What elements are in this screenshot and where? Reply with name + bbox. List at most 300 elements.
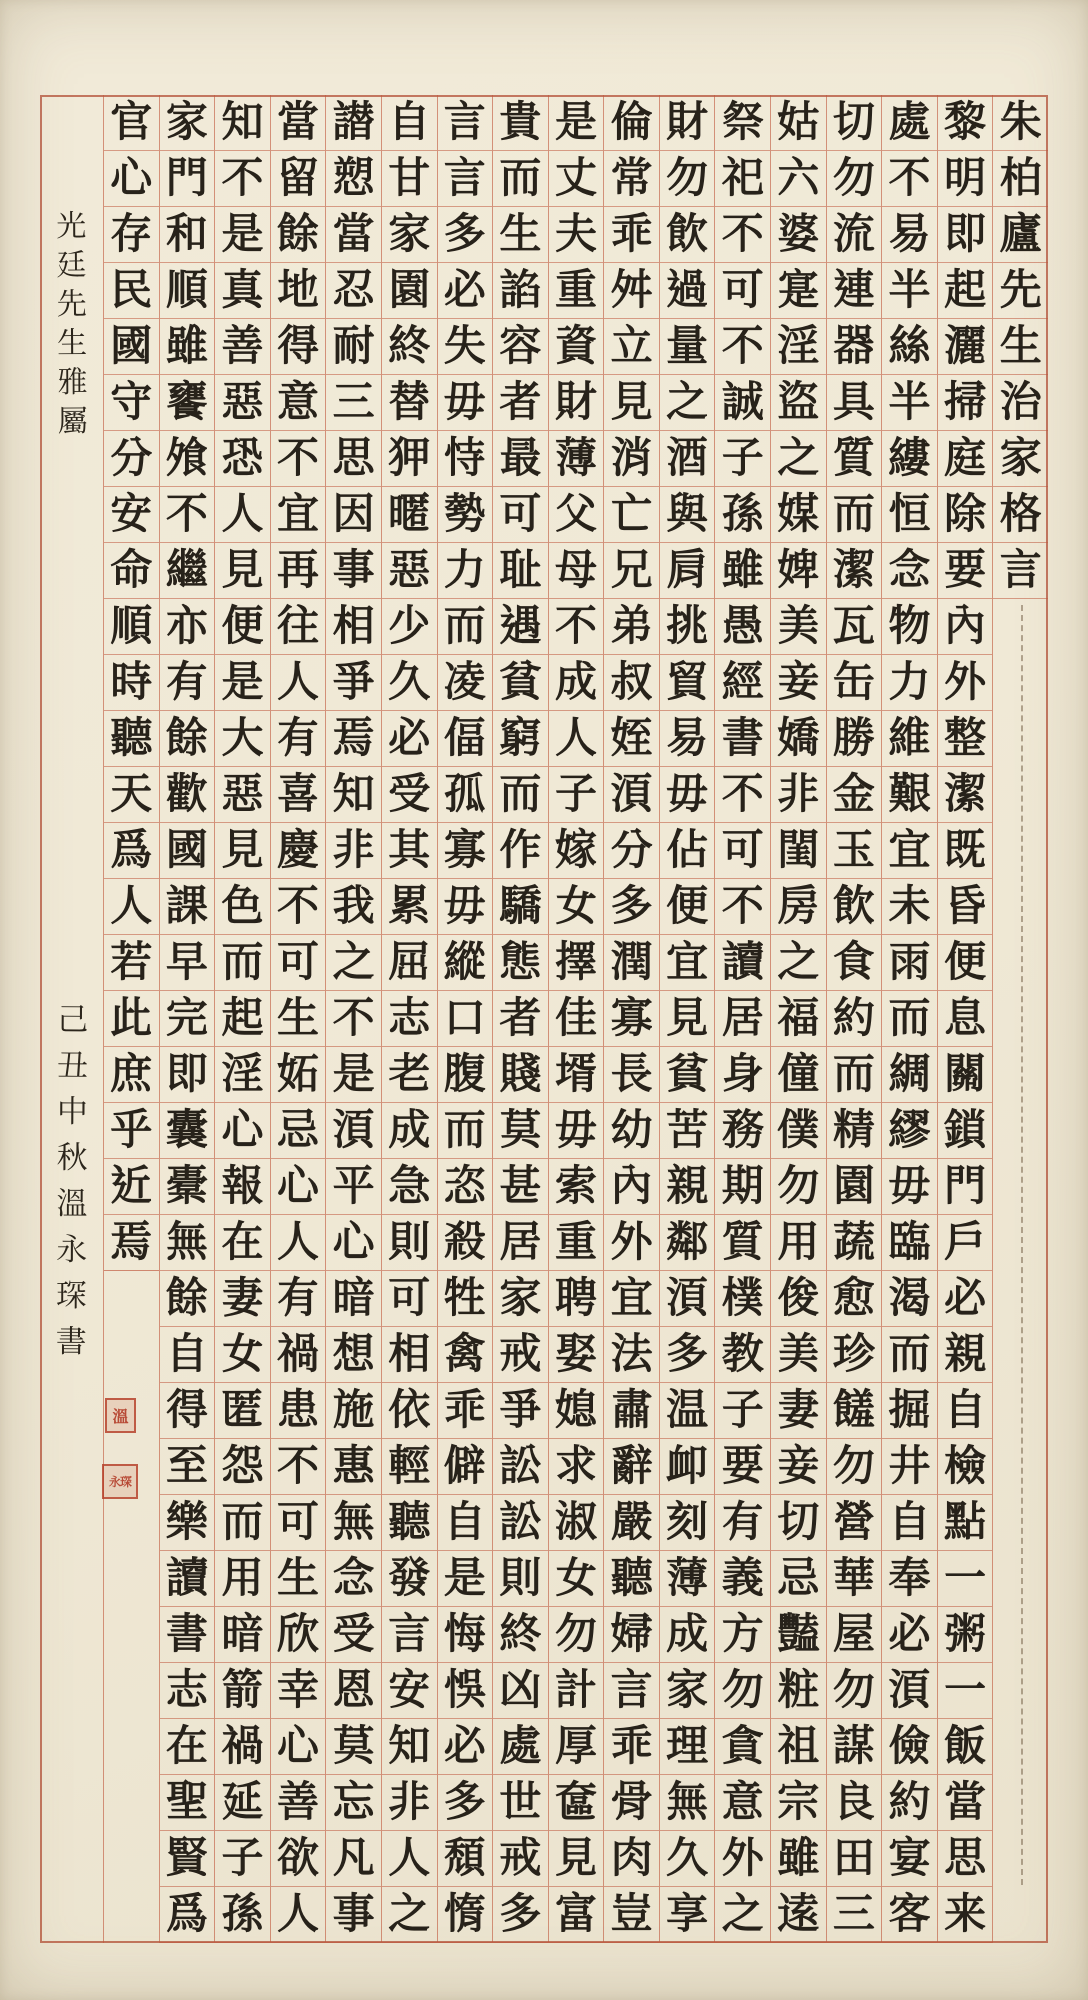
grid-cell: [382, 1719, 437, 1775]
grid-cell: [827, 207, 882, 263]
calligraphy-character: 夫: [554, 208, 597, 258]
calligraphy-character: 其: [388, 824, 431, 874]
calligraphy-character: 珍: [832, 1328, 875, 1378]
grid-cell: [271, 487, 326, 543]
calligraphy-character: 擇: [554, 936, 597, 986]
grid-cell: [438, 711, 493, 767]
calligraphy-character: 終: [499, 1608, 542, 1658]
grid-cell: [104, 543, 159, 599]
grid-cell: [215, 1327, 270, 1383]
calligraphy-character: 寡: [610, 992, 653, 1042]
calligraphy-character: 宜: [610, 1272, 653, 1322]
inscription-character: 己: [57, 1001, 89, 1039]
calligraphy-character: 約: [832, 992, 875, 1042]
calligraphy-character: 地: [277, 264, 320, 314]
grid-cell: [160, 1607, 215, 1663]
calligraphy-character: 知: [221, 96, 264, 146]
calligraphy-character: 意: [721, 1776, 764, 1826]
grid-cell: [938, 1047, 993, 1103]
calligraphy-character: 忍: [332, 264, 375, 314]
calligraphy-character: 替: [388, 376, 431, 426]
grid-cell: [604, 1383, 659, 1439]
grid-cell: [382, 655, 437, 711]
calligraphy-character: 艱: [888, 768, 931, 818]
grid-cell: [882, 1719, 937, 1775]
grid-cell: [160, 263, 215, 319]
calligraphy-character: 盜: [777, 376, 820, 426]
calligraphy-character: 是: [554, 96, 597, 146]
calligraphy-character: 鎖: [944, 1104, 987, 1154]
calligraphy-character: 當: [332, 208, 375, 258]
grid-cell: [771, 543, 826, 599]
grid-cell: [493, 375, 548, 431]
calligraphy-character: 繆: [888, 1104, 931, 1154]
body-column-13: [270, 95, 326, 1943]
calligraphy-character: 有: [277, 1272, 320, 1322]
grid-cell: [604, 599, 659, 655]
calligraphy-character: 心: [332, 1216, 375, 1266]
calligraphy-character: 淫: [221, 1048, 264, 1098]
grid-cell: [326, 1103, 381, 1159]
grid-cell: [160, 935, 215, 991]
calligraphy-character: 事: [332, 1888, 375, 1938]
grid-cell: [715, 1607, 770, 1663]
calligraphy-character: 飲: [832, 880, 875, 930]
grid-cell: [160, 1775, 215, 1831]
inscription-character: 中: [56, 1093, 88, 1131]
grid-cell: [438, 935, 493, 991]
calligraphy-character: 爭: [332, 656, 375, 706]
grid-cell: [604, 1159, 659, 1215]
calligraphy-character: 雖: [721, 544, 764, 594]
grid-cell: [771, 1495, 826, 1551]
calligraphy-character: 寡: [443, 824, 486, 874]
calligraphy-character: 外: [610, 1216, 653, 1266]
calligraphy-character: 美: [777, 600, 820, 650]
grid-cell: [938, 1271, 993, 1327]
calligraphy-character: 理: [666, 1720, 709, 1770]
grid-cell: [549, 1103, 604, 1159]
grid-cell: [827, 1831, 882, 1887]
calligraphy-character: 失: [443, 320, 486, 370]
calligraphy-character: 妾: [777, 1440, 820, 1490]
grid-cell: [604, 1887, 659, 1943]
grid-cell: [660, 319, 715, 375]
calligraphy-character: 恃: [443, 432, 486, 482]
calligraphy-character: 乖: [610, 1720, 653, 1770]
calligraphy-character: 肩: [666, 544, 709, 594]
calligraphy-character: 想: [332, 1328, 375, 1378]
calligraphy-character: 惡: [221, 768, 264, 818]
body-column-10: [437, 95, 493, 1943]
calligraphy-character: 便: [666, 880, 709, 930]
grid-cell: [771, 711, 826, 767]
calligraphy-character: 之: [777, 936, 820, 986]
calligraphy-character: 求: [554, 1440, 597, 1490]
calligraphy-character: 孫: [221, 1888, 264, 1938]
calligraphy-character: 廬: [999, 208, 1042, 258]
calligraphy-character: 豈: [610, 1888, 653, 1938]
grid-cell: [938, 655, 993, 711]
calligraphy-character: 柏: [999, 152, 1042, 202]
calligraphy-character: 狎: [388, 432, 431, 482]
body-column-15: [159, 95, 215, 1943]
calligraphy-character: 有: [721, 1496, 764, 1546]
grid-cell: [827, 1439, 882, 1495]
calligraphy-character: 過: [666, 264, 709, 314]
grid-cell: [326, 823, 381, 879]
grid-cell: [771, 1831, 826, 1887]
calligraphy-character: 多: [499, 1888, 542, 1938]
calligraphy-character: 焉: [110, 1216, 153, 1266]
grid-cell: [326, 319, 381, 375]
calligraphy-character: 天: [110, 768, 153, 818]
calligraphy-character: 內: [944, 600, 987, 650]
grid-cell: [827, 1719, 882, 1775]
calligraphy-character: 綢: [888, 1048, 931, 1098]
calligraphy-character: 思: [332, 432, 375, 482]
artist-seal-2: 永琛: [102, 1464, 138, 1499]
calligraphy-character: 身: [721, 1048, 764, 1098]
grid-cell: [382, 991, 437, 1047]
calligraphy-character: 勿: [832, 152, 875, 202]
calligraphy-character: 安: [110, 488, 153, 538]
calligraphy-character: 潔: [944, 768, 987, 818]
calligraphy-character: 爭: [499, 1384, 542, 1434]
grid-cell: [271, 823, 326, 879]
grid-cell: [549, 1215, 604, 1271]
calligraphy-character: 黎: [944, 96, 987, 146]
grid-cell: [604, 319, 659, 375]
calligraphy-character: 刻: [666, 1496, 709, 1546]
calligraphy-character: 鄰: [666, 1216, 709, 1266]
grid-cell: [660, 1271, 715, 1327]
calligraphy-character: 母: [554, 544, 597, 594]
calligraphy-character: 無: [165, 1216, 208, 1266]
grid-cell: [938, 1327, 993, 1383]
calligraphy-character: 毋: [443, 376, 486, 426]
grid-cell: [160, 711, 215, 767]
calligraphy-character: 有: [277, 712, 320, 762]
calligraphy-character: 美: [777, 1328, 820, 1378]
grid-cell: [882, 1831, 937, 1887]
calligraphy-character: 忘: [332, 1776, 375, 1826]
calligraphy-character: 箭: [221, 1664, 264, 1714]
calligraphy-character: 湏: [666, 1272, 709, 1322]
calligraphy-character: 心: [110, 152, 153, 202]
grid-cell: [271, 1719, 326, 1775]
calligraphy-character: 六: [777, 152, 820, 202]
grid-cell: [715, 1775, 770, 1831]
grid-cell: [438, 263, 493, 319]
grid-cell: [715, 95, 770, 151]
calligraphy-character: 質: [721, 1216, 764, 1266]
grid-cell: [715, 1495, 770, 1551]
calligraphy-character: 息: [944, 992, 987, 1042]
calligraphy-character: 資: [554, 320, 597, 370]
calligraphy-character: 雖: [165, 320, 208, 370]
grid-cell: [215, 1887, 270, 1943]
grid-cell: [827, 655, 882, 711]
grid-cell: [660, 151, 715, 207]
calligraphy-character: 女: [554, 1552, 597, 1602]
grid-cell: [215, 1103, 270, 1159]
grid-cell: [827, 767, 882, 823]
grid-cell: [549, 1047, 604, 1103]
calligraphy-character: 華: [832, 1552, 875, 1602]
calligraphy-character: 當: [944, 1776, 987, 1826]
grid-cell: [493, 823, 548, 879]
calligraphy-character: 臨: [888, 1216, 931, 1266]
grid-cell: [438, 1047, 493, 1103]
grid-cell: [660, 1383, 715, 1439]
calligraphy-character: 貧: [499, 656, 542, 706]
calligraphy-character: 悞: [443, 1664, 486, 1714]
calligraphy-character: 自: [888, 1496, 931, 1546]
grid-cell: [771, 1719, 826, 1775]
grid-cell: [882, 1383, 937, 1439]
grid-cell: [993, 151, 1048, 207]
grid-cell: [771, 1887, 826, 1943]
calligraphy-character: 而: [888, 992, 931, 1042]
calligraphy-character: 骨: [610, 1776, 653, 1826]
grid-cell: [438, 655, 493, 711]
grid-cell: [604, 991, 659, 1047]
calligraphy-character: 勿: [777, 1160, 820, 1210]
grid-cell: [438, 1551, 493, 1607]
calligraphy-character: 書: [721, 712, 764, 762]
calligraphy-character: 最: [499, 432, 542, 482]
grid-cell: [604, 1215, 659, 1271]
calligraphy-character: 義: [721, 1552, 764, 1602]
grid-cell: [382, 1495, 437, 1551]
calligraphy-character: 檢: [944, 1440, 987, 1490]
grid-cell: [827, 263, 882, 319]
calligraphy-character: 和: [165, 208, 208, 258]
calligraphy-character: 非: [332, 824, 375, 874]
calligraphy-character: 受: [332, 1608, 375, 1658]
calligraphy-character: 肉: [610, 1832, 653, 1882]
calligraphy-character: 而: [221, 1496, 264, 1546]
grid-cell: [493, 1663, 548, 1719]
grid-cell: [993, 319, 1048, 375]
calligraphy-character: 禽: [443, 1328, 486, 1378]
body-column-16: [103, 95, 159, 1943]
calligraphy-character: 子: [221, 1832, 264, 1882]
calligraphy-character: 金: [832, 768, 875, 818]
grid-cell: [604, 1663, 659, 1719]
calligraphy-character: 儉: [888, 1720, 931, 1770]
grid-cell: [493, 711, 548, 767]
calligraphy-character: 腹: [443, 1048, 486, 1098]
calligraphy-character: 則: [388, 1216, 431, 1266]
calligraphy-character: 愚: [721, 600, 764, 650]
grid-cell: [549, 1159, 604, 1215]
calligraphy-character: 窮: [499, 712, 542, 762]
grid-cell: [549, 431, 604, 487]
grid-cell: [271, 431, 326, 487]
calligraphy-character: 妻: [777, 1384, 820, 1434]
grid-cell: [215, 1495, 270, 1551]
grid-cell: [160, 1663, 215, 1719]
grid-cell: [382, 823, 437, 879]
grid-cell: [993, 263, 1048, 319]
calligraphy-character: 居: [499, 1216, 542, 1266]
calligraphy-character: 園: [832, 1160, 875, 1210]
grid-cell: [771, 1551, 826, 1607]
grid-cell: [882, 1047, 937, 1103]
grid-cell: [326, 375, 381, 431]
grid-cell: [382, 1383, 437, 1439]
grid-cell: [382, 543, 437, 599]
calligraphy-character: 法: [610, 1328, 653, 1378]
grid-cell: [160, 599, 215, 655]
calligraphy-character: 見: [666, 992, 709, 1042]
grid-cell: [382, 1831, 437, 1887]
calligraphy-character: 既: [944, 824, 987, 874]
calligraphy-character: 一: [944, 1552, 987, 1602]
calligraphy-character: 庭: [944, 432, 987, 482]
calligraphy-character: 耐: [332, 320, 375, 370]
grid-cell: [715, 543, 770, 599]
grid-cell: [827, 543, 882, 599]
grid-cell: [326, 1383, 381, 1439]
calligraphy-character: 餘: [165, 712, 208, 762]
calligraphy-character: 外: [944, 656, 987, 706]
grid-cell: [271, 935, 326, 991]
grid-cell: [215, 1383, 270, 1439]
body-column-5: [714, 95, 770, 1943]
grid-cell: [938, 151, 993, 207]
calligraphy-character: 即: [944, 208, 987, 258]
calligraphy-character: 朱: [999, 96, 1042, 146]
grid-cell: [660, 1775, 715, 1831]
grid-cell: [215, 767, 270, 823]
grid-cell: [827, 1887, 882, 1943]
calligraphy-character: 順: [110, 600, 153, 650]
grid-cell: [938, 263, 993, 319]
grid-cell: [660, 543, 715, 599]
grid-cell: [882, 1103, 937, 1159]
grid-cell: [104, 1047, 159, 1103]
calligraphy-character: 凌: [443, 656, 486, 706]
inscription-character: 先: [56, 286, 87, 323]
calligraphy-character: 幼: [610, 1104, 653, 1154]
calligraphy-character: 貿: [666, 656, 709, 706]
calligraphy-character: 人: [221, 488, 264, 538]
grid-cell: [326, 1495, 381, 1551]
calligraphy-character: 宜: [666, 936, 709, 986]
calligraphy-character: 祀: [721, 152, 764, 202]
calligraphy-character: 訟: [499, 1496, 542, 1546]
calligraphy-character: 用: [777, 1216, 820, 1266]
calligraphy-character: 灑: [944, 320, 987, 370]
calligraphy-character: 而: [443, 1104, 486, 1154]
grid-cell: [604, 1831, 659, 1887]
grid-cell: [215, 1831, 270, 1887]
calligraphy-character: 乎: [110, 1104, 153, 1154]
grid-cell: [160, 95, 215, 151]
grid-cell: [771, 1607, 826, 1663]
grid-cell: [771, 95, 826, 151]
grid-cell: [827, 1551, 882, 1607]
calligraphy-character: 方: [721, 1608, 764, 1658]
grid-cell: [715, 655, 770, 711]
grid-cell: [938, 487, 993, 543]
grid-cell: [438, 1887, 493, 1943]
calligraphy-character: 流: [832, 208, 875, 258]
grid-cell: [215, 655, 270, 711]
calligraphy-character: 玉: [832, 824, 875, 874]
calligraphy-character: 絲: [888, 320, 931, 370]
grid-cell: [215, 487, 270, 543]
grid-cell: [827, 879, 882, 935]
grid-cell: [326, 487, 381, 543]
calligraphy-character: 知: [332, 768, 375, 818]
calligraphy-character: 姪: [610, 712, 653, 762]
grid-cell: [160, 1887, 215, 1943]
calligraphy-character: 此: [110, 992, 153, 1042]
grid-cell: [715, 991, 770, 1047]
calligraphy-character: 念: [888, 544, 931, 594]
calligraphy-character: 言: [443, 96, 486, 146]
grid-cell: [882, 543, 937, 599]
grid-cell: [160, 1831, 215, 1887]
grid-cell: [160, 655, 215, 711]
calligraphy-character: 譛: [332, 96, 375, 146]
grid-cell: [882, 823, 937, 879]
calligraphy-character: 三: [832, 1888, 875, 1938]
grid-cell: [938, 879, 993, 935]
grid-cell: [882, 991, 937, 1047]
calligraphy-character: 湏: [888, 1664, 931, 1714]
calligraphy-character: 教: [721, 1328, 764, 1378]
grid-cell: [771, 487, 826, 543]
calligraphy-character: 急: [388, 1160, 431, 1210]
calligraphy-character: 命: [110, 544, 153, 594]
grid-cell: [715, 1663, 770, 1719]
calligraphy-character: 驕: [499, 880, 542, 930]
artist-seal-1: 溫: [105, 1398, 136, 1433]
calligraphy-character: 子: [721, 1384, 764, 1434]
calligraphy-character: 切: [832, 96, 875, 146]
grid-cell: [326, 1327, 381, 1383]
grid-cell: [715, 1383, 770, 1439]
grid-cell: [160, 823, 215, 879]
body-column-4: [770, 95, 826, 1943]
grid-cell: [549, 1607, 604, 1663]
calligraphy-character: 必: [944, 1272, 987, 1322]
grid-cell: [104, 375, 159, 431]
grid-cell: [271, 1159, 326, 1215]
calligraphy-character: 先: [999, 264, 1042, 314]
calligraphy-character: 即: [165, 1048, 208, 1098]
calligraphy-character: 之: [388, 1888, 431, 1938]
grid-cell: [715, 1271, 770, 1327]
calligraphy-character: 厚: [554, 1720, 597, 1770]
calligraphy-character: 甚: [499, 1160, 542, 1210]
calligraphy-character: 渴: [888, 1272, 931, 1322]
calligraphy-character: 少: [388, 600, 431, 650]
grid-cell: [715, 263, 770, 319]
grid-cell: [104, 599, 159, 655]
calligraphy-character: 肅: [610, 1384, 653, 1434]
grid-cell: [660, 1159, 715, 1215]
calligraphy-character: 便: [221, 600, 264, 650]
calligraphy-character: 愬: [332, 152, 375, 202]
grid-cell: [271, 1439, 326, 1495]
grid-cell: [493, 1047, 548, 1103]
